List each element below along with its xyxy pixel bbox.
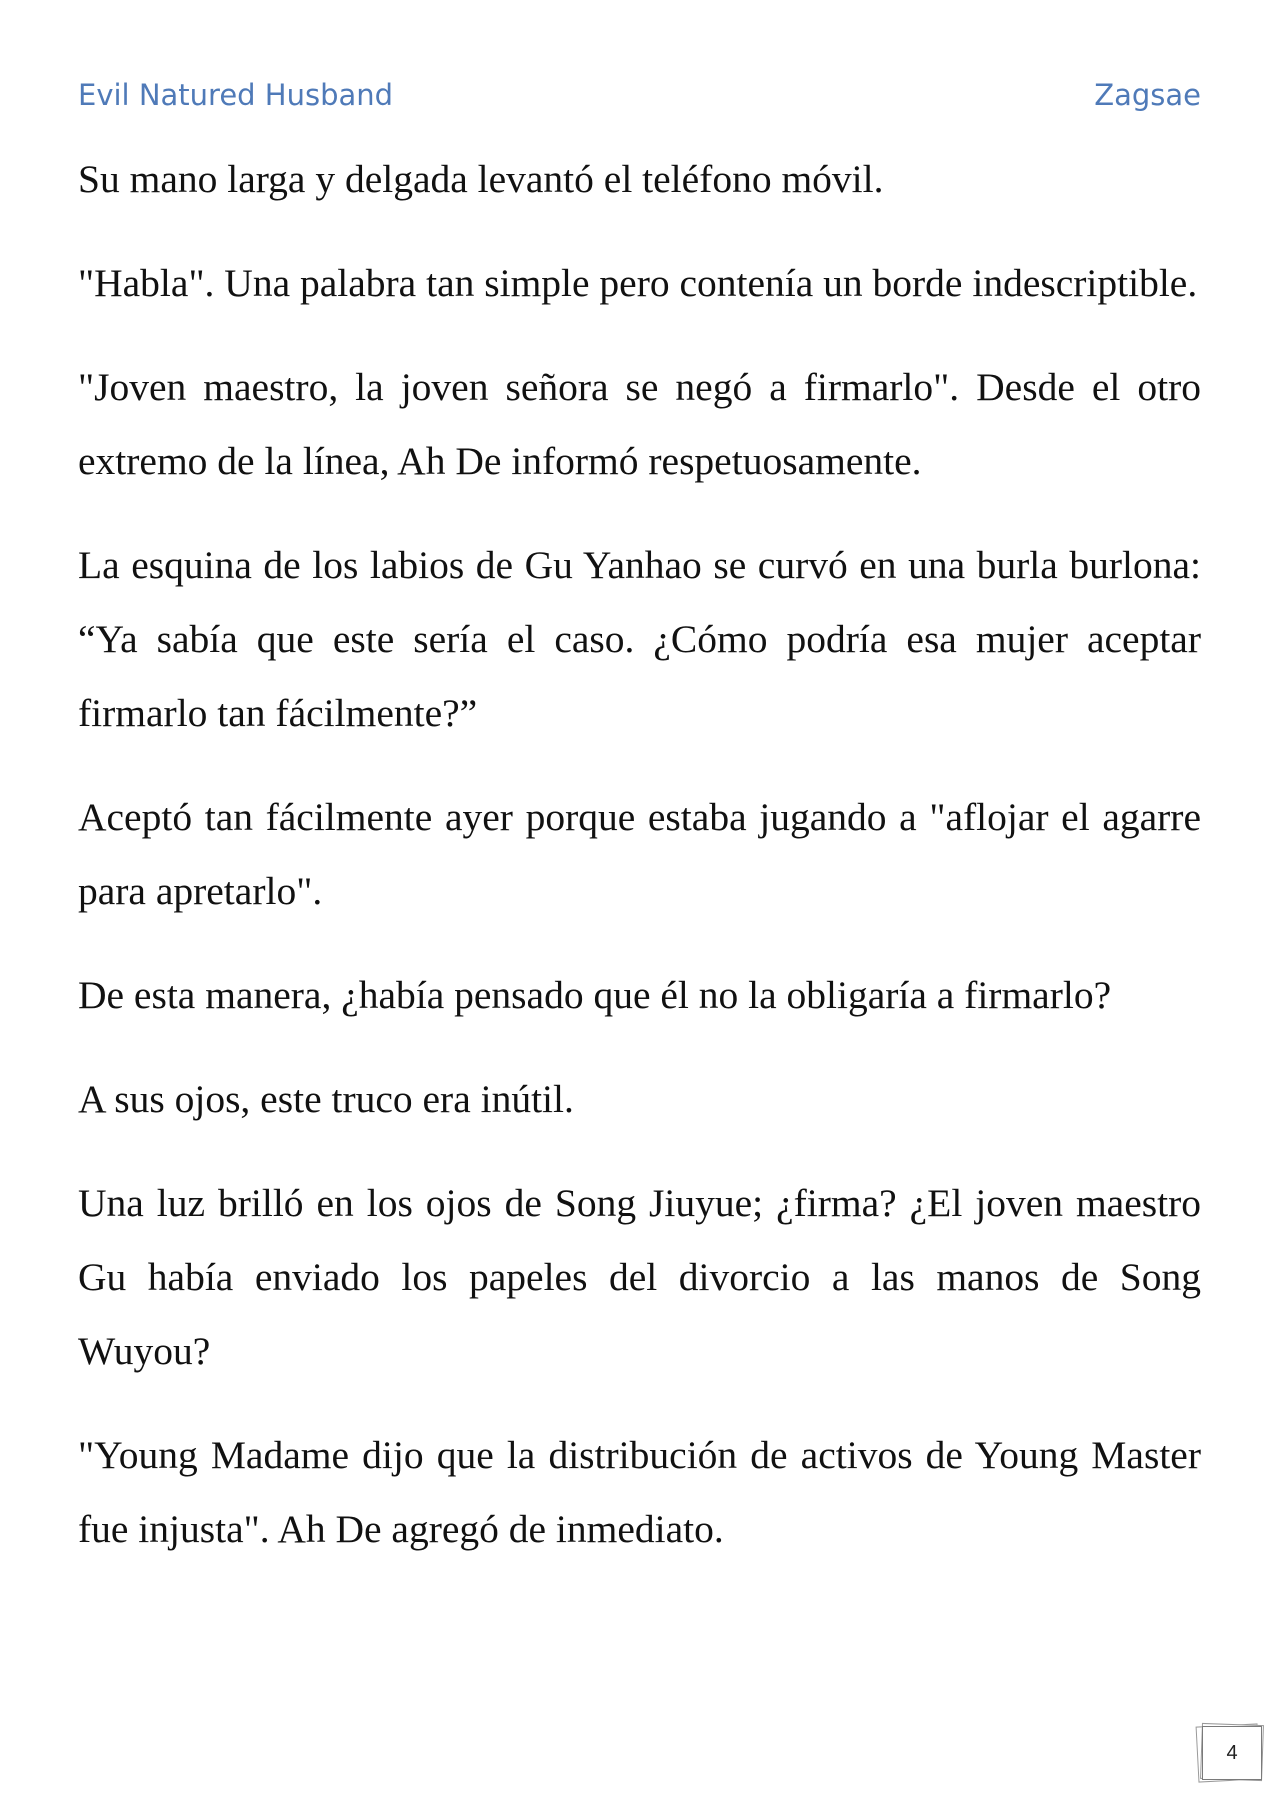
paragraph: "Young Madame dijo que la distribución de activos de Young Master fue injusta". Ah De agregó de inmediato. [78,1433,1201,1551]
paragraph: Aceptó tan fácilmente ayer porque estaba jugando a "aflojar el agarre para apretarlo". [78,795,1201,913]
paragraph: La esquina de los labios de Gu Yanhao se curvó en una burla burlona: “Ya sabía que este sería el caso. ¿Cómo podría esa mujer aceptar firmarlo tan fácilmente?” [78,543,1201,735]
paragraph: Su mano larga y delgada levantó el teléfono móvil. [78,157,884,201]
paragraph: Una luz brilló en los ojos de Song Jiuyue; ¿firma? ¿El joven maestro Gu había enviado los papeles del divorcio a las manos de Song Wuyou? [78,1181,1201,1373]
paragraph: "Joven maestro, la joven señora se negó a firmarlo". Desde el otro extremo de la línea, Ah De informó respetuosamente. [78,365,1201,483]
page-body [78,142,1201,1596]
paragraph: A sus ojos, este truco era inútil. [78,1077,574,1121]
book-title: Evil Natured Husband [78,78,394,112]
page-header [78,78,1201,122]
author-name: Zagsae [1094,78,1201,112]
paragraph: "Habla". Una palabra tan simple pero contenía un borde indescriptible. [78,261,1198,305]
page-number-badge [1195,1721,1267,1785]
paragraph: De esta manera, ¿había pensado que él no la obligaría a firmarlo? [78,973,1112,1017]
page-number: 4 [1202,1726,1262,1780]
